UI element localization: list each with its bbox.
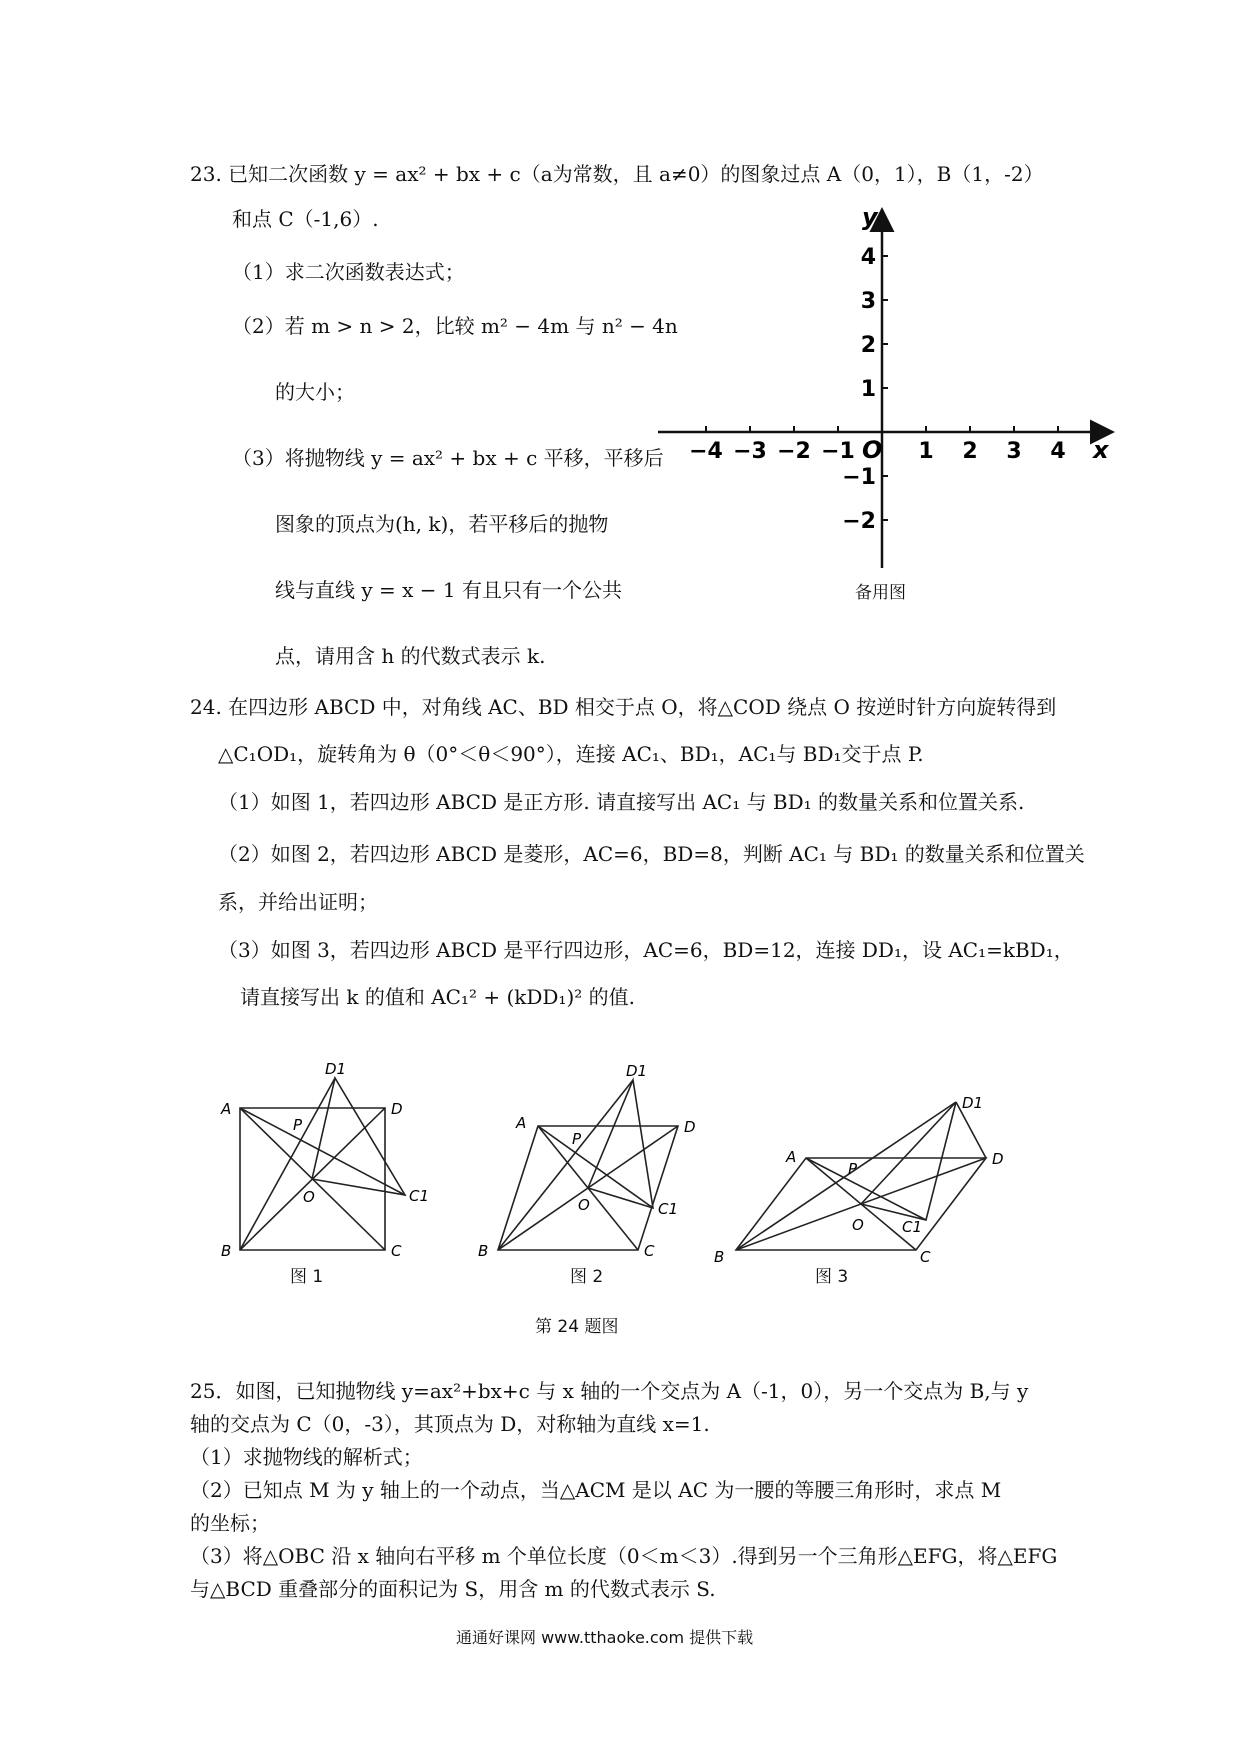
fig2-label-c: C <box>644 1242 655 1258</box>
q23-sub3b: 图象的顶点为(h, k)，若平移后的抛物 <box>275 512 609 536</box>
q25-line1: 25．如图，已知抛物线 y=ax²+bx+c 与 x 轴的一个交点为 A（-1，0），另一个交点为 B,与 y <box>190 1379 1029 1403</box>
y-tick-label: −2 <box>842 509 876 534</box>
fig1-caption: 图 1 <box>290 1267 324 1287</box>
fig3-caption: 图 3 <box>815 1267 849 1287</box>
y-tick-label: 2 <box>860 333 876 358</box>
x-tick-label: 1 <box>918 439 934 464</box>
fig2-label-d1: D1 <box>626 1062 648 1080</box>
q24-sub3a: （3）如图 3，若四边形 ABCD 是平行四边形，AC=6，BD=12，连接 DD₁，设 AC₁=kBD₁， <box>218 938 1074 962</box>
fig2-label-p: P <box>572 1130 582 1148</box>
fig1-label-a: A <box>221 1100 232 1118</box>
q24-figure-2 <box>468 1058 698 1258</box>
y-axis-label: y <box>862 203 878 231</box>
x-tick-label: −3 <box>733 439 767 464</box>
x-axis-label: x <box>1093 436 1109 464</box>
page-footer: 通通好课网 www.tthaoke.com 提供下载 <box>456 1628 754 1647</box>
q24-figure-1 <box>215 1058 445 1258</box>
fig3-label-d1: D1 <box>962 1094 984 1112</box>
fig3-label-a: A <box>786 1148 797 1166</box>
q23-sub2b: 的大小； <box>275 380 355 404</box>
q25-sub2a: （2）已知点 M 为 y 轴上的一个动点，当△ACM 是以 AC 为一腰的等腰三角形时，求点 M <box>190 1478 1002 1502</box>
fig1-label-c1: C1 <box>409 1187 430 1205</box>
q24-line2: △C₁OD₁，旋转角为 θ（0°＜θ＜90°），连接 AC₁、BD₁，AC₁与 BD₁交于点 P. <box>218 742 924 766</box>
q25-sub2b: 的坐标； <box>190 1511 270 1535</box>
q23-coordinate-figure <box>650 200 1130 620</box>
q23-sub3c: 线与直线 y = x − 1 有且只有一个公共 <box>275 578 622 602</box>
fig1-label-o: O <box>303 1188 315 1206</box>
fig3-label-b: B <box>714 1248 725 1266</box>
fig2-line-ac1 <box>538 1126 653 1208</box>
fig3-label-p: P <box>848 1160 858 1178</box>
q23-sub3a: （3）将抛物线 y = ax² + bx + c 平移，平移后 <box>232 446 664 470</box>
fig3-label-o: O <box>852 1216 864 1234</box>
x-tick-label: −1 <box>821 439 855 464</box>
x-tick-label: −4 <box>689 439 723 464</box>
x-tick-label: 4 <box>1050 439 1066 464</box>
fig1-line-ac1 <box>240 1108 405 1195</box>
fig1-label-c: C <box>391 1242 402 1258</box>
y-tick-label: 3 <box>860 289 876 314</box>
q24-figure-3 <box>706 1090 1016 1270</box>
fig3-rotated-triangle <box>861 1102 956 1220</box>
q23-figure-caption: 备用图 <box>855 583 906 603</box>
fig3-label-d: D <box>992 1150 1004 1168</box>
fig2-label-b: B <box>478 1242 489 1258</box>
y-tick-label: 4 <box>860 245 876 270</box>
fig3-label-c1: C1 <box>902 1218 923 1236</box>
fig3-label-c: C <box>920 1248 931 1266</box>
q25-sub1: （1）求抛物线的解析式； <box>190 1445 423 1469</box>
q23-line2: 和点 C（-1,6）. <box>232 207 379 231</box>
y-tick-label: 1 <box>860 377 876 402</box>
q23-sub3d: 点，请用含 h 的代数式表示 k. <box>275 644 546 668</box>
q24-sub2b: 系，并给出证明； <box>218 890 378 914</box>
q24-sub1: （1）如图 1，若四边形 ABCD 是正方形. 请直接写出 AC₁ 与 BD₁ 的数量关系和位置关系. <box>218 790 1025 814</box>
x-tick-label: 2 <box>962 439 978 464</box>
fig1-label-b: B <box>221 1242 232 1258</box>
q24-sub3b: 请直接写出 k 的值和 AC₁² + (kDD₁)² 的值. <box>240 985 635 1009</box>
fig3-line-bd1 <box>736 1102 956 1250</box>
q25-line2: 轴的交点为 C（0，-3），其顶点为 D，对称轴为直线 x=1. <box>190 1412 710 1436</box>
fig2-label-d: D <box>684 1118 696 1136</box>
q23-sub2a: （2）若 m > n > 2，比较 m² − 4m 与 n² − 4n <box>232 314 678 338</box>
fig2-label-c1: C1 <box>658 1200 679 1218</box>
y-tick-label: −1 <box>842 465 876 490</box>
q24-sub2a: （2）如图 2，若四边形 ABCD 是菱形，AC=6，BD=8，判断 AC₁ 与 BD₁ 的数量关系和位置关 <box>218 842 1085 866</box>
x-tick-label: 3 <box>1006 439 1022 464</box>
q24-group-caption: 第 24 题图 <box>535 1317 619 1337</box>
fig1-label-p: P <box>293 1116 303 1134</box>
fig2-label-a: A <box>516 1114 527 1132</box>
q25-sub3b: 与△BCD 重叠部分的面积记为 S，用含 m 的代数式表示 S. <box>190 1577 716 1601</box>
fig2-caption: 图 2 <box>570 1267 604 1287</box>
fig2-rotated-triangle <box>588 1080 653 1208</box>
fig1-label-d1: D1 <box>325 1060 347 1078</box>
fig2-line-bd1 <box>498 1080 633 1250</box>
q23-sub1: （1）求二次函数表达式； <box>232 260 465 284</box>
q23-line1: 23. 已知二次函数 y = ax² + bx + c（a为常数，且 a≠0）的图象过点 A（0，1），B（1，-2） <box>190 162 1044 186</box>
fig1-line-bd1 <box>240 1078 335 1250</box>
x-tick-label: −2 <box>777 439 811 464</box>
fig1-label-d: D <box>391 1100 403 1118</box>
q25-sub3a: （3）将△OBC 沿 x 轴向右平移 m 个单位长度（0＜m＜3）.得到另一个三角形△EFG，将△EFG <box>190 1544 1058 1568</box>
fig3-line-ac1 <box>806 1158 926 1220</box>
fig2-label-o: O <box>578 1196 590 1214</box>
origin-label: O <box>862 436 883 464</box>
q24-line1: 24. 在四边形 ABCD 中，对角线 AC、BD 相交于点 O，将△COD 绕点 O 按逆时针方向旋转得到 <box>190 695 1057 719</box>
